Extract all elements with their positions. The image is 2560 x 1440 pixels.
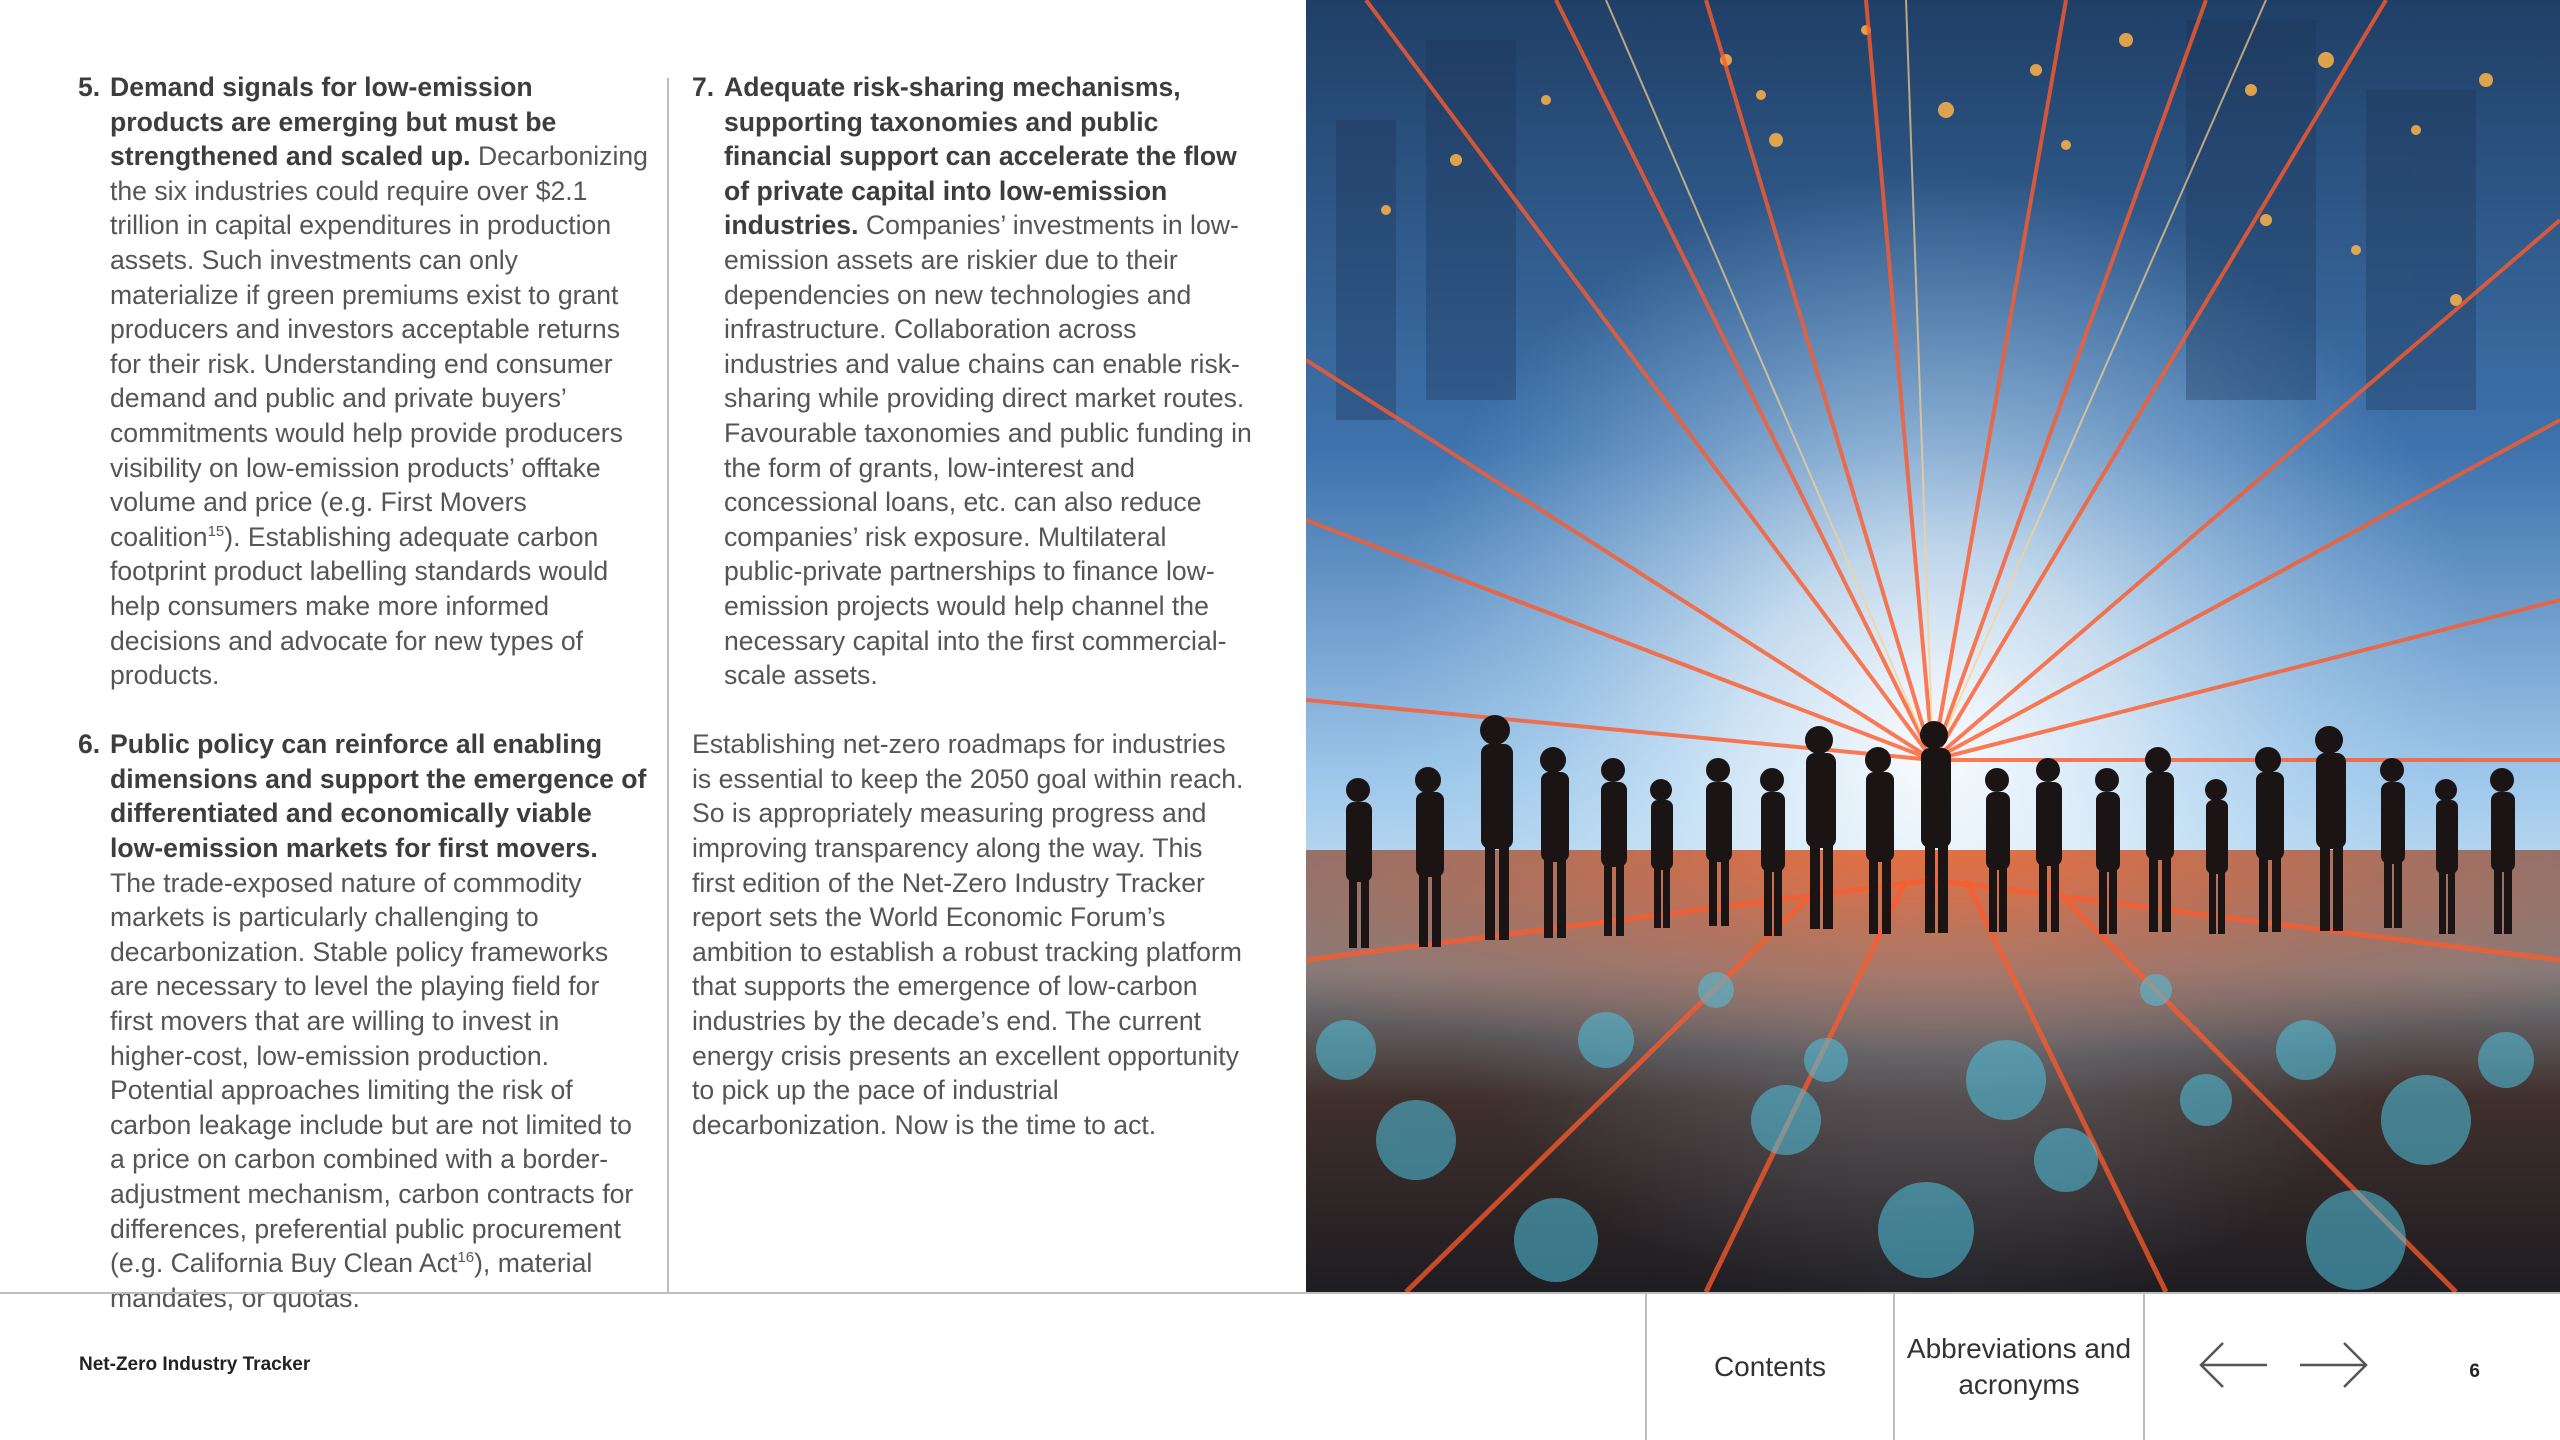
item-number: 7.: [692, 72, 715, 102]
abbreviations-label: Abbreviations and acronyms: [1906, 1333, 2132, 1400]
footnote-ref-16[interactable]: 16: [457, 1249, 475, 1267]
item-text: The trade-exposed nature of commodity markets is particularly challenging to decarbonization. Stable policy frameworks are necessary to level the playing field for first movers that are willing to invest in higher-cost, low-emission production. Potential approaches limiting the risk of carbon leakage include but are not limited to a price on carbon combined with a border-adjustment mechanism, carbon contracts for differences, preferential public procurement (e.g. California Buy Clean Act: [110, 867, 634, 1279]
item-body: [110, 727, 648, 1315]
item-heading: Demand signals for low-emission products are emerging but must be strengthened and scaled up.: [110, 72, 557, 172]
item-number: 5.: [78, 72, 101, 102]
contents-link[interactable]: [1645, 1294, 1893, 1440]
column-divider: [667, 78, 669, 1292]
item-text: Companies’ investments in low-emission assets are riskier due to their dependencies on new technologies and infrastructure. Collaboration across industries and value chains can enable risk-sharing while providing direct market routes. Favourable taxonomies and public funding in the form of grants, low-interest and concessional loans, etc. can also reduce companies’ risk exposure. Multilateral public-private partnerships to finance low-emission projects would help channel the necessary capital into the first commercial-scale assets.: [724, 210, 1252, 691]
right-column: [692, 70, 1252, 1142]
page-footer: [0, 1292, 2560, 1440]
report-title: Net-Zero Industry Tracker: [79, 1354, 311, 1375]
item-heading: Adequate risk-sharing mechanisms, supporting taxonomies and public financial support can accelerate the flow of private capital into low-emission industries.: [724, 72, 1237, 241]
abbreviations-link[interactable]: [1893, 1294, 2143, 1440]
page-number: 6: [2469, 1361, 2480, 1382]
item-text-end: ), material mandates, or quotas.: [110, 1248, 593, 1313]
item-number: 6.: [78, 729, 101, 760]
left-column: [78, 70, 648, 1350]
list-item-5: [78, 70, 648, 693]
hero-photo: [1306, 0, 2560, 1292]
list-item-7: [692, 70, 1252, 693]
footnote-ref-15[interactable]: 15: [207, 522, 225, 540]
closing-paragraph: Establishing net-zero roadmaps for industries is essential to keep the 2050 goal within reach. So is appropriately measuring progress and improving transparency along the way. This first edition of the Net-Zero Industry Tracker report sets the World Economic Forum’s ambition to establish a robust tracking platform that supports the emergence of low-carbon industries by the decade’s end. The current energy crisis presents an excellent opportunity to pick up the pace of industrial decarbonization. Now is the time to act.: [692, 729, 1244, 1140]
crowd-light-beams-illustration: [1306, 0, 2560, 1292]
page-navigation: [2143, 1294, 2560, 1440]
list-item-6: [78, 727, 648, 1315]
item-text: Decarbonizing the six industries could require over $2.1 trillion in capital expenditures in production assets. Such investments can only materialize if green premiums exist to grant producers and investors acceptable returns for their risk. Understanding end consumer demand and public and private buyers’ commitments would help provide producers visibility on low-emission products’ offtake volume and price (e.g. First Movers coalition: [110, 141, 648, 552]
contents-label: Contents: [1713, 1351, 1827, 1382]
item-body: [110, 70, 648, 693]
item-body: [724, 70, 1252, 693]
arrow-left-icon[interactable]: [2199, 1340, 2269, 1399]
item-heading: Public policy can reinforce all enabling dimensions and support the emergence of differentiated and economically viable low-emission markets for first movers.: [110, 729, 647, 864]
arrow-right-icon[interactable]: [2298, 1340, 2368, 1399]
item-text-end: ). Establishing adequate carbon footprint product labelling standards would help consumers make more informed decisions and advocate for new types of products.: [110, 521, 609, 691]
